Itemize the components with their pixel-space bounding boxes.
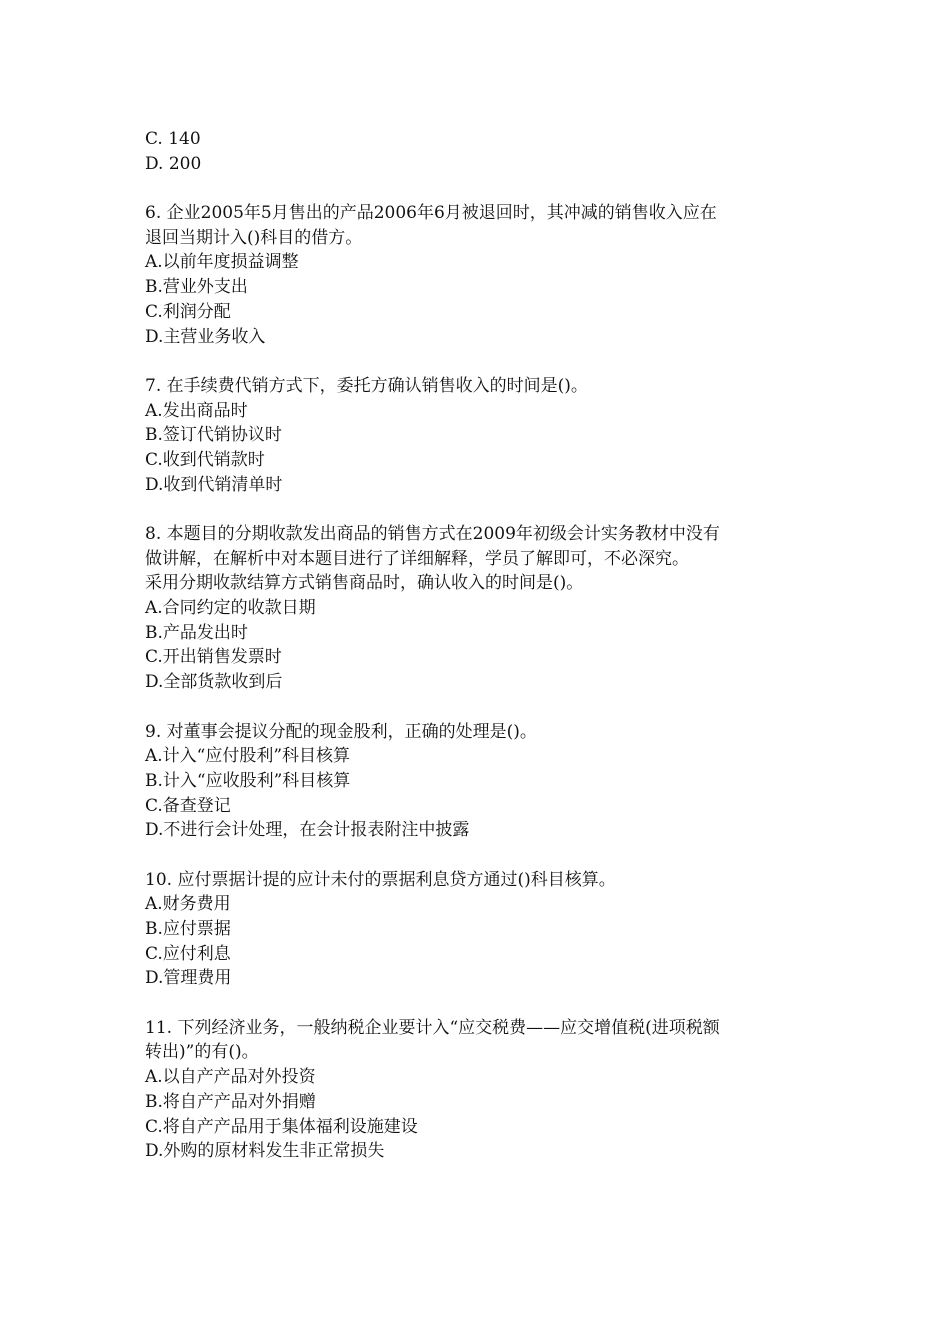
question-text: 8. 本题目的分期收款发出商品的销售方式在2009年初级会计实务教材中没有 [145,524,720,544]
spacer [145,843,825,868]
question-text: 做讲解，在解析中对本题目进行了详细解释，学员了解即可，不必深究。 [145,548,689,569]
question-text: 6. 企业2005年5月售出的产品2006年6月被退回时，其冲减的销售收入应在 [145,203,717,224]
option-c: C.开出销售发票时 [145,647,282,668]
option-b: B.将自产产品对外捐赠 [145,1091,316,1112]
question-6 [145,201,825,349]
option-a: A.合同约定的收款日期 [145,598,316,619]
question-11 [145,1016,825,1164]
option-c: C. 140 [145,129,201,149]
spacer [145,349,825,374]
option-b: B.签订代销协议时 [145,425,282,446]
question-text: 采用分期收款结算方式销售商品时，确认收入的时间是()。 [145,573,584,594]
question-text: 10. 应付票据计提的应计未付的票据利息贷方通过()科目核算。 [145,869,616,890]
question-7 [145,374,825,497]
question-8 [145,522,825,695]
option-d: D.全部货款收到后 [145,672,283,693]
question-text: 11. 下列经济业务，一般纳税企业要计入“应交税费——应交增值税(进项税额 [145,1017,720,1038]
option-c: C.利润分配 [145,301,231,322]
option-a: A.计入“应付股利”科目核算 [145,746,351,767]
question-text: 9. 对董事会提议分配的现金股利，正确的处理是()。 [145,721,537,742]
spacer [145,695,825,720]
option-d: D.不进行会计处理，在会计报表附注中披露 [145,820,470,841]
option-a: A.发出商品时 [145,400,248,421]
option-b: B.产品发出时 [145,622,248,643]
option-c: C.备查登记 [145,795,231,816]
question-list [145,127,825,1164]
option-b: B.营业外支出 [145,277,248,298]
question-text: 转出)”的有()。 [145,1042,259,1063]
spacer [145,497,825,522]
spacer [145,176,825,201]
continued-options [145,127,825,176]
option-d: D.收到代销清单时 [145,474,283,495]
option-c: C.应付利息 [145,943,231,964]
question-10 [145,868,825,991]
option-a: A.财务费用 [145,894,231,915]
option-b: B.计入“应收股利”科目核算 [145,770,351,791]
option-d: D.外购的原材料发生非正常损失 [145,1141,385,1162]
option-b: B.应付票据 [145,919,231,939]
option-d: D.主营业务收入 [145,326,266,347]
option-d: D.管理费用 [145,968,232,989]
option-a: A.以前年度损益调整 [145,252,299,273]
option-a: A.以自产产品对外投资 [145,1067,316,1088]
question-9 [145,720,825,843]
question-text: 7. 在手续费代销方式下，委托方确认销售收入的时间是()。 [145,375,588,396]
question-text: 退回当期计入()科目的借方。 [145,227,363,248]
option-c: C.收到代销款时 [145,449,265,470]
option-d: D. 200 [145,153,202,174]
spacer [145,991,825,1016]
option-c: C.将自产产品用于集体福利设施建设 [145,1116,418,1137]
